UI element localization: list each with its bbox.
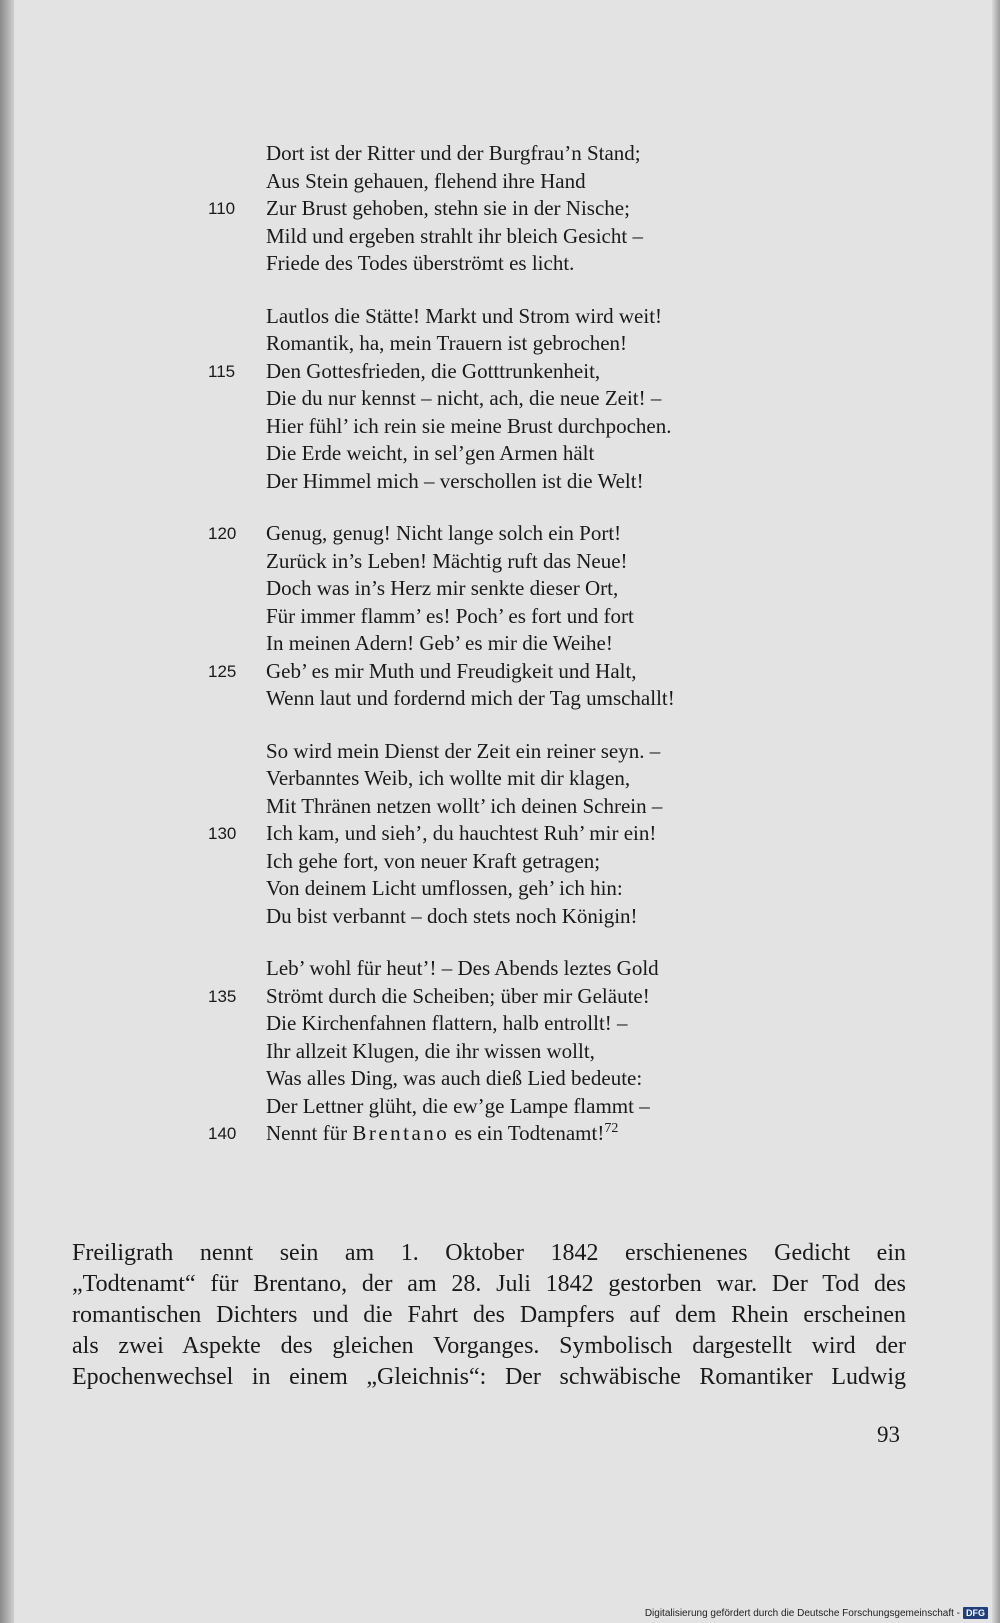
page-number: 93 xyxy=(877,1422,900,1447)
verse-line xyxy=(200,1038,760,1066)
verse-text: Du bist verbannt – doch stets noch Königin! xyxy=(266,903,638,928)
verse-text: Der Lettner glüht, die ew’ge Lampe flammt – xyxy=(266,1093,650,1118)
digitization-footer xyxy=(645,1607,988,1619)
verse-line xyxy=(200,903,760,931)
verse-line xyxy=(200,1093,760,1121)
verse-text: Ich kam, und sieh’, du hauchtest Ruh’ mir ein! xyxy=(266,821,657,845)
line-number: 120 xyxy=(208,524,237,543)
verse-line xyxy=(200,738,760,766)
verse-line xyxy=(200,793,760,821)
verse-text: Zur Brust gehoben, stehn sie in der Nische; xyxy=(266,196,630,220)
line-number: 110 xyxy=(208,199,236,218)
verse-line xyxy=(200,658,760,686)
stanza xyxy=(200,140,760,278)
verse-text: Mild und ergeben strahlt ihr bleich Gesicht – xyxy=(266,223,643,248)
line-number: 125 xyxy=(208,661,237,681)
verse-line xyxy=(200,983,760,1011)
verse-line xyxy=(200,520,760,548)
verse-text: Romantik, ha, mein Trauern ist gebrochen! xyxy=(266,331,628,355)
verse-line xyxy=(200,223,760,251)
verse-text: Die Erde weicht, in sel’gen Armen hält xyxy=(266,441,595,465)
verse-text: Ich gehe fort, von neuer Kraft getragen; xyxy=(266,848,601,873)
verse-line xyxy=(200,1010,760,1038)
verse-text: Doch was in’s Herz mir senkte dieser Ort, xyxy=(266,576,619,600)
verse-text: Nennt für xyxy=(266,1121,353,1145)
stanza xyxy=(200,955,760,1148)
verse-line xyxy=(200,820,760,848)
verse-text: Für immer flamm’ es! Poch’ es fort und fort xyxy=(266,603,634,628)
verse-line xyxy=(200,848,760,876)
verse-line xyxy=(200,1120,760,1148)
line-number: 130 xyxy=(208,824,237,843)
verse-name-spaced: Brentano xyxy=(352,1121,450,1145)
verse-text: Verbanntes Weib, ich wollte mit dir klagen, xyxy=(266,766,631,790)
prose-line: als zwei Aspekte des gleichen Vorganges. Symbolisch dargestellt wird der xyxy=(72,1333,906,1359)
verse-text: Der Himmel mich – verschollen ist die Welt! xyxy=(266,468,644,493)
verse-line xyxy=(200,875,760,903)
line-number: 135 xyxy=(208,986,237,1006)
stanza xyxy=(200,738,760,931)
line-number: 115 xyxy=(208,361,236,381)
verse-text: Wenn laut und fordernd mich der Tag umschallt! xyxy=(266,686,675,710)
verse-text: Die Kirchenfahnen flattern, halb entrollt! – xyxy=(266,1011,628,1035)
verse-line xyxy=(200,1065,760,1093)
prose-line: „Todtenamt“ für Brentano, der am 28. Juli 1842 gestorben war. Der Tod des xyxy=(72,1271,906,1297)
verse-line xyxy=(200,603,760,631)
verse-text: Aus Stein gehauen, flehend ihre Hand xyxy=(266,168,586,193)
verse-text: Mit Thränen netzen wollt’ ich deinen Schrein – xyxy=(266,793,663,818)
verse-text: Strömt durch die Scheiben; über mir Geläute! xyxy=(266,983,650,1008)
prose-line: Epochenwechsel in einem „Gleichnis“: Der schwäbische Romantiker Ludwig xyxy=(72,1364,906,1390)
poem xyxy=(200,140,760,1173)
verse-line xyxy=(200,630,760,658)
verse-line xyxy=(200,195,760,223)
verse-line xyxy=(200,765,760,793)
verse-text: So wird mein Dienst der Zeit ein reiner seyn. – xyxy=(266,738,661,763)
verse-line xyxy=(200,250,760,278)
verse-line xyxy=(200,575,760,603)
verse-line xyxy=(200,440,760,468)
verse-line xyxy=(200,330,760,358)
verse-text: Hier fühl’ ich rein sie meine Brust durchpochen. xyxy=(266,413,672,438)
page-edge-left xyxy=(0,0,14,1623)
verse-text: In meinen Adern! Geb’ es mir die Weihe! xyxy=(266,631,613,655)
verse-line xyxy=(200,358,760,386)
verse-text: Dort ist der Ritter und der Burgfrau’n Stand; xyxy=(266,141,641,165)
verse-line xyxy=(200,303,760,331)
verse-line xyxy=(200,548,760,576)
verse-line xyxy=(200,685,760,713)
verse-line xyxy=(200,168,760,196)
prose-line: Freiligrath nennt sein am 1. Oktober 1842 erschienenes Gedicht ein xyxy=(72,1240,906,1266)
stanza xyxy=(200,303,760,496)
verse-line xyxy=(200,413,760,441)
verse-line xyxy=(200,955,760,983)
footnote-marker: 72 xyxy=(604,1121,619,1136)
verse-text: Leb’ wohl für heut’! – Des Abends leztes Gold xyxy=(266,956,659,980)
prose-paragraph xyxy=(72,1238,906,1393)
verse-text: Die du nur kennst – nicht, ach, die neue Zeit! – xyxy=(266,386,662,410)
verse-text: Friede des Todes überströmt es licht. xyxy=(266,251,575,275)
page-edge-right xyxy=(992,0,1000,1623)
dfg-logo: DFG xyxy=(963,1607,988,1619)
footer-text: Digitalisierung gefördert durch die Deutsche Forschungsgemeinschaft - xyxy=(644,1607,960,1619)
verse-text: Zurück in’s Leben! Mächtig ruft das Neue! xyxy=(266,548,628,573)
verse-text: Ihr allzeit Klugen, die ihr wissen wollt, xyxy=(266,1038,595,1063)
verse-text: Was alles Ding, was auch dieß Lied bedeute: xyxy=(266,1066,643,1090)
verse-line xyxy=(200,468,760,496)
verse-text: Genug, genug! Nicht lange solch ein Port! xyxy=(266,521,622,545)
verse-text: Geb’ es mir Muth und Freudigkeit und Halt, xyxy=(266,658,637,683)
verse-text: Den Gottesfrieden, die Gotttrunkenheit, xyxy=(266,358,601,383)
stanza xyxy=(200,520,760,713)
verse-text: Lautlos die Stätte! Markt und Strom wird weit! xyxy=(266,303,663,328)
verse-line xyxy=(200,140,760,168)
prose-line: romantischen Dichters und die Fahrt des Dampfers auf dem Rhein erscheinen xyxy=(72,1302,906,1328)
verse-line xyxy=(200,385,760,413)
verse-text: es ein Todtenamt! xyxy=(449,1121,605,1145)
verse-text: Von deinem Licht umflossen, geh’ ich hin: xyxy=(266,876,623,900)
line-number: 140 xyxy=(208,1124,237,1143)
